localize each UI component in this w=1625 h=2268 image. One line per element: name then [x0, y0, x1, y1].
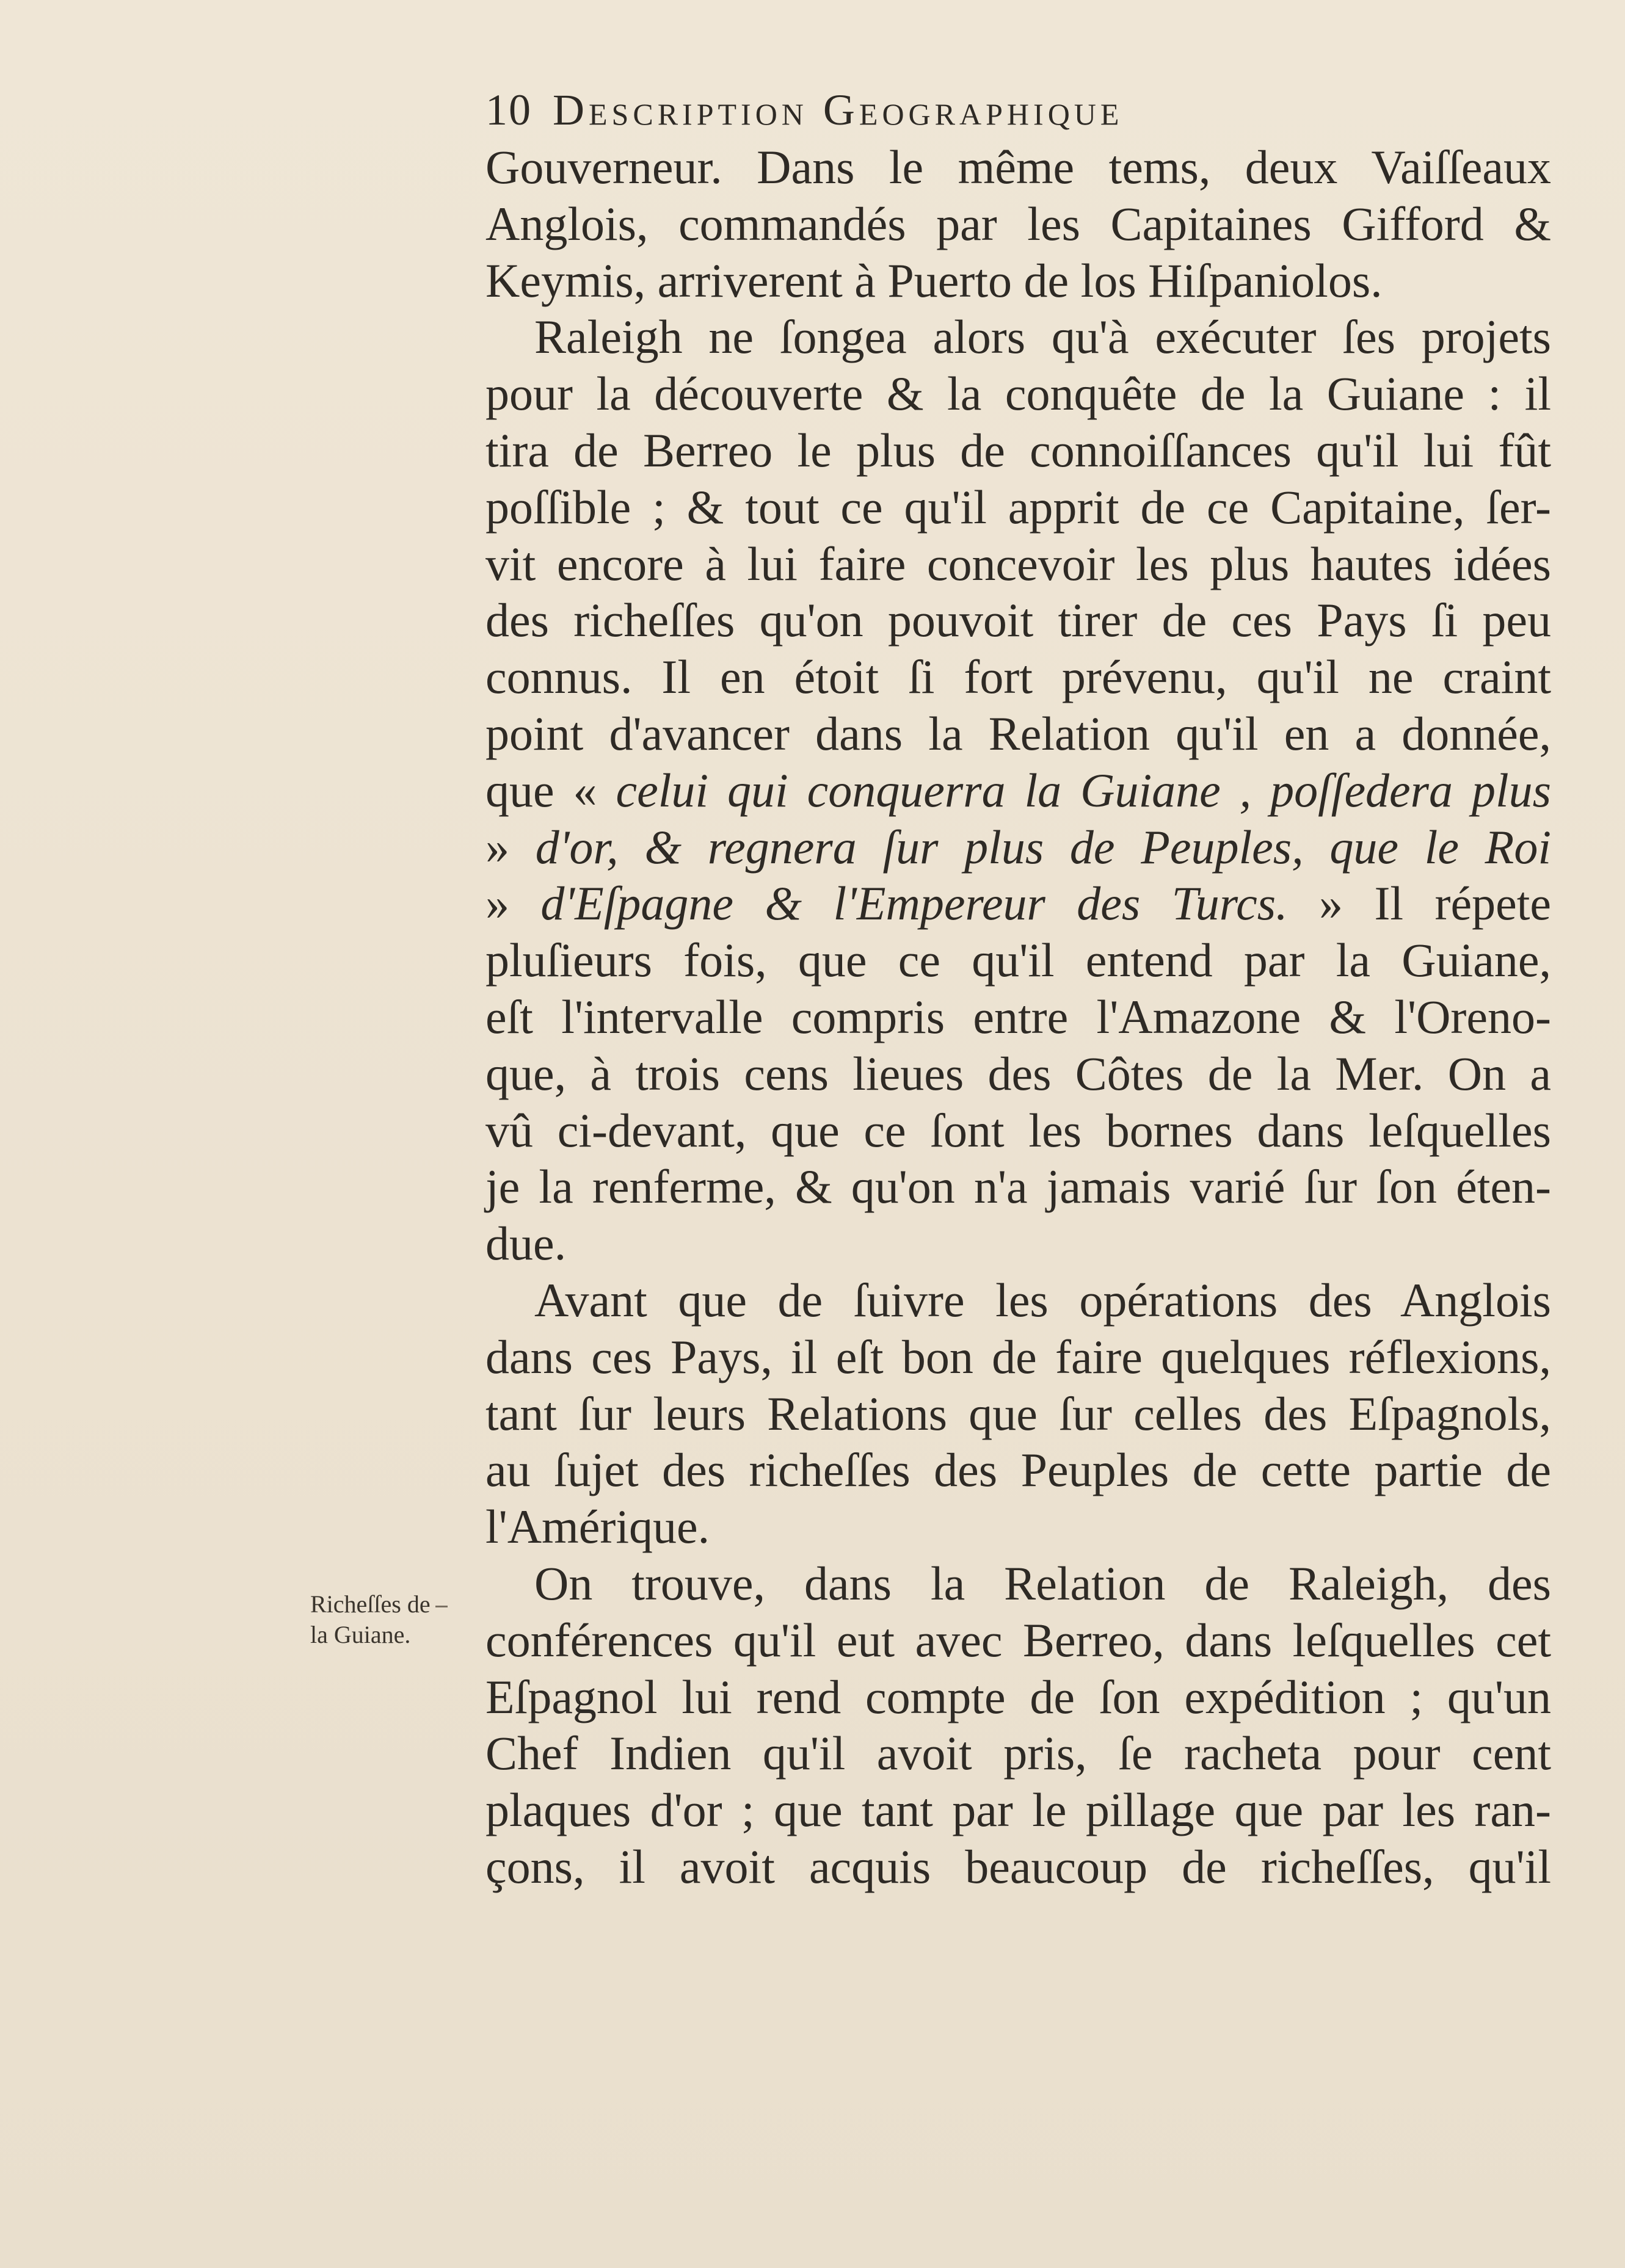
running-title: Description Geographique	[553, 85, 1124, 134]
quote-line: que « celui qui conquerra la Guiane , poſſedera plus	[485, 763, 1551, 817]
paragraph-start: On trouve, dans la Relation de Raleigh, des	[534, 1556, 1551, 1610]
paragraph-start: Avant que de ſuivre les opérations des Anglois	[534, 1273, 1551, 1327]
text-line: des richeſſes qu'on pouvoit tirer de ces Pays ſi peu	[485, 593, 1551, 647]
text-line: l'Amérique.	[485, 1500, 710, 1554]
text-line: poſſible ; & tout ce qu'il apprit de ce Capitaine, ſer-	[485, 480, 1551, 534]
text-line: Gouverneur. Dans le même tems, deux Vaiſſeaux	[485, 140, 1551, 194]
running-head	[485, 82, 1548, 137]
text-line: plaques d'or ; que tant par le pillage que par les ran-	[485, 1783, 1551, 1837]
quote-line: » d'Eſpagne & l'Empereur des Turcs. » Il répete	[485, 877, 1552, 930]
margin-rule	[435, 1606, 448, 1607]
text-line: vû ci-devant, que ce ſont les bornes dans leſquelles	[485, 1103, 1551, 1157]
text-line: conférences qu'il eut avec Berreo, dans leſquelles cet	[485, 1613, 1551, 1667]
margin-note	[310, 1589, 487, 1650]
text-line: que, à trois cens lieues des Côtes de la Mer. On a	[485, 1046, 1551, 1100]
margin-note-line-2: la Guiane.	[310, 1621, 411, 1648]
text-line: dans ces Pays, il eſt bon de faire quelques réflexions,	[485, 1330, 1551, 1383]
text-line: tira de Berreo le plus de connoiſſances qu'il lui fût	[485, 423, 1551, 477]
paragraph-start: Raleigh ne ſongea alors qu'à exécuter ſes projets	[534, 310, 1551, 364]
text-line: Eſpagnol lui rend compte de ſon expédition ; qu'un	[485, 1670, 1551, 1723]
body-text	[485, 139, 1551, 1896]
text-line: Keymis, arriverent à Puerto de los Hiſpaniolos.	[485, 253, 1383, 307]
text-line: tant ſur leurs Relations que ſur celles des Eſpagnols,	[485, 1386, 1551, 1440]
text-line: due.	[485, 1217, 567, 1270]
text-line: Anglois, commandés par les Capitaines Gifford &	[485, 197, 1551, 250]
text-line: au ſujet des richeſſes des Peuples de cette partie de	[485, 1443, 1551, 1497]
text-line: Chef Indien qu'il avoit pris, ſe racheta pour cent	[485, 1726, 1551, 1780]
margin-note-line-1: Richeſſes de	[310, 1589, 487, 1620]
quote-line: » d'or, & regnera ſur plus de Peuples, que le Roi	[485, 820, 1552, 874]
text-line: eſt l'intervalle compris entre l'Amazone & l'Oreno-	[485, 990, 1551, 1043]
page-number: 10	[485, 85, 532, 134]
text-line: vit encore à lui faire concevoir les plus hautes idées	[485, 537, 1551, 590]
text-line: connus. Il en étoit ſi fort prévenu, qu'il ne craint	[485, 650, 1551, 704]
text-line: pour la découverte & la conquête de la Guiane : il	[485, 367, 1551, 421]
text-line: point d'avancer dans la Relation qu'il en a donnée,	[485, 706, 1551, 760]
text-line: çons, il avoit acquis beaucoup de richeſſes, qu'il	[485, 1839, 1551, 1893]
text-line: je la renferme, & qu'on n'a jamais varié ſur ſon éten-	[485, 1160, 1551, 1214]
text-line: pluſieurs fois, que ce qu'il entend par la Guiane,	[485, 933, 1551, 987]
